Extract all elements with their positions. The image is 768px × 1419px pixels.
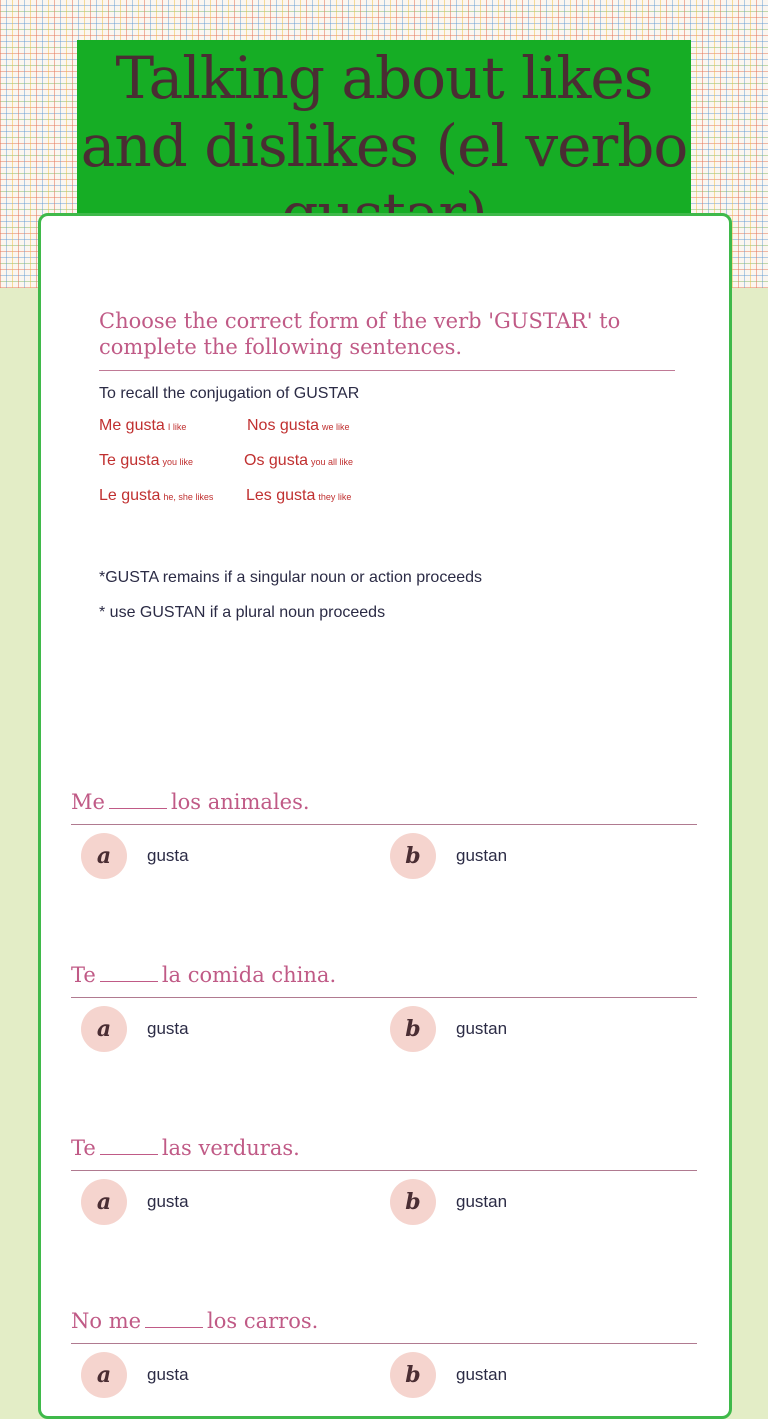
option-letter-b: b: [390, 833, 436, 879]
option-a[interactable]: [81, 833, 189, 879]
conjugation-cell: Nos gusta we like: [247, 417, 350, 434]
answer-blank: [100, 963, 158, 982]
question-text: Te la comida china.: [71, 961, 697, 998]
conjugation-cell: Le gusta he, she likes: [99, 487, 214, 504]
option-letter-b: b: [390, 1352, 436, 1398]
option-label: gustan: [456, 1192, 508, 1211]
option-letter-b: b: [390, 1179, 436, 1225]
question-text: Te las verduras.: [71, 1134, 697, 1171]
notes: [99, 560, 675, 630]
instructions-heading: Choose the correct form of the verb 'GUSTAR' to complete the following sentences.: [99, 308, 675, 371]
note-plural: * use GUSTAN if a plural noun proceeds: [99, 604, 386, 621]
option-a[interactable]: [81, 1179, 189, 1225]
conjugation-cell: Les gusta they like: [246, 487, 352, 504]
recall-label: To recall the conjugation of GUSTAR: [99, 385, 360, 402]
option-b[interactable]: [390, 1006, 507, 1052]
answer-blank: [100, 1136, 158, 1155]
option-b[interactable]: [390, 833, 507, 879]
note-singular: *GUSTA remains if a singular noun or action proceeds: [99, 569, 483, 586]
conjugation-row: [99, 487, 675, 522]
question-2: [71, 961, 697, 1066]
conjugation-cell: Os gusta you all like: [244, 452, 354, 469]
answer-blank: [145, 1309, 203, 1328]
instructions-section: [99, 308, 675, 630]
option-label: gustan: [456, 1019, 508, 1038]
question-3: [71, 1134, 697, 1239]
option-label: gusta: [147, 1365, 189, 1384]
option-label: gusta: [147, 1019, 189, 1038]
answer-options: [71, 1352, 697, 1412]
option-letter-b: b: [390, 1006, 436, 1052]
answer-options: [71, 1006, 697, 1066]
option-letter-a: a: [81, 1352, 127, 1398]
conjugation-row: [99, 452, 675, 487]
question-4: [71, 1307, 697, 1412]
option-a[interactable]: [81, 1352, 189, 1398]
option-label: gusta: [147, 1192, 189, 1211]
option-letter-a: a: [81, 1179, 127, 1225]
question-text: Me los animales.: [71, 788, 697, 825]
worksheet-card: [38, 213, 732, 1419]
option-b[interactable]: [390, 1352, 507, 1398]
question-1: [71, 788, 697, 893]
conjugation-table: [99, 417, 675, 522]
option-label: gustan: [456, 1365, 508, 1384]
worksheet-title: Talking about likes and dislikes (el verbo: [80, 44, 688, 180]
conjugation-row: [99, 417, 675, 452]
conjugation-cell: Te gusta you like: [99, 452, 193, 469]
option-label: gusta: [147, 846, 189, 865]
option-label: gustan: [456, 846, 508, 865]
answer-options: [71, 833, 697, 893]
question-text: No me los carros.: [71, 1307, 697, 1344]
option-b[interactable]: [390, 1179, 507, 1225]
option-letter-a: a: [81, 1006, 127, 1052]
answer-options: [71, 1179, 697, 1239]
conjugation-cell: Me gusta I like: [99, 417, 187, 434]
option-letter-a: a: [81, 833, 127, 879]
option-a[interactable]: [81, 1006, 189, 1052]
answer-blank: [109, 790, 167, 809]
